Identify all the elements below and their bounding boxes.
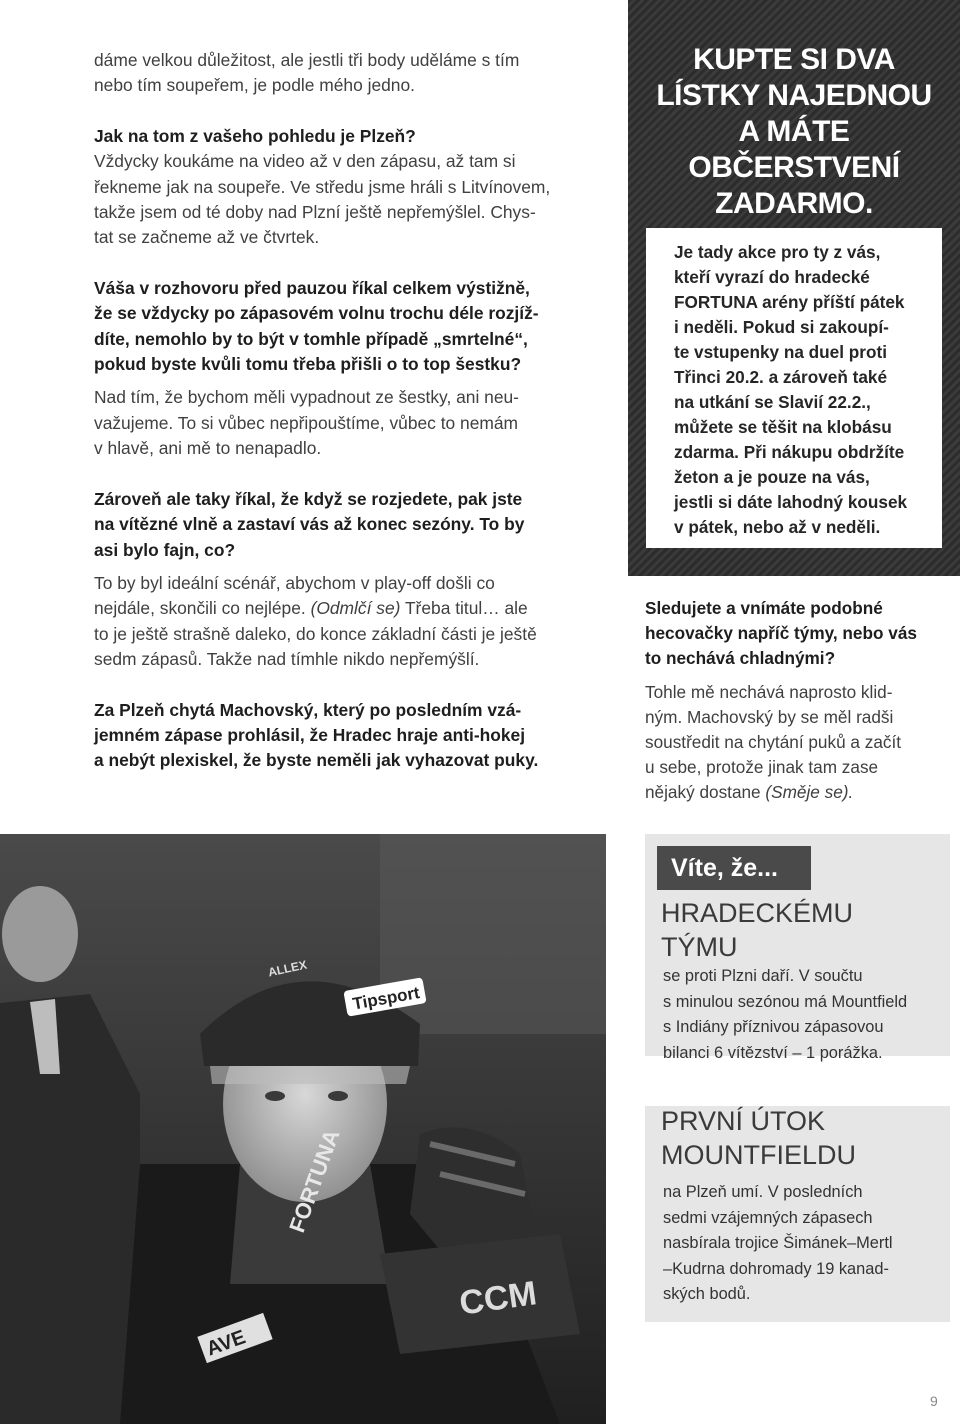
line-text: Za Plzeň chytá Machovský, který po posledním vzá- xyxy=(94,699,522,720)
line-text: soustředit na chytání puků a začít xyxy=(645,732,902,753)
fact-body-line: ských bodů. xyxy=(663,1285,751,1304)
answer-line xyxy=(94,596,604,621)
line-text: dáme velkou důležitost, ale jestli tři body uděláme s tím xyxy=(94,50,520,70)
spacer xyxy=(94,673,604,698)
fact-heading-line: TÝMU xyxy=(661,932,738,962)
answer-line xyxy=(94,436,604,461)
fact-body-line: s minulou sezónou má Mountfield xyxy=(663,992,908,1011)
stage-direction: (Směje se). xyxy=(765,782,854,803)
promo-body-line: FORTUNA arény příští pátek xyxy=(674,292,905,312)
did-you-know-panel xyxy=(645,834,950,1322)
line-text: ným. Machovský by se měl radši xyxy=(645,706,894,727)
line-text: a nebýt plexiskel, že byste neměli jak vyhazovat puky. xyxy=(94,750,539,771)
fact1-body xyxy=(663,964,933,1066)
spacer xyxy=(94,99,604,124)
line-text: Nad tím, že bychom měli vypadnout ze šestky, ani neu- xyxy=(94,387,519,408)
spacer xyxy=(94,563,604,571)
answer-line xyxy=(94,48,604,73)
answer-line xyxy=(94,411,604,436)
question-line xyxy=(645,596,945,621)
line-text: řekneme jak na soupeře. Ve středu jsme hráli s Litvínovem, xyxy=(94,176,551,197)
line-text: Vždycky koukáme na video až v den zápasu, až tam si xyxy=(94,151,516,172)
line-text: díte, nemohlo by to být v tomhle případě „smrtelné“, xyxy=(94,328,528,349)
line-text: nějaký dostane xyxy=(645,782,766,803)
promo-body-line: žeton a je pouze na vás, xyxy=(674,467,870,487)
promo-title-line: KUPTE SI DVA xyxy=(693,43,895,76)
answer-line xyxy=(94,200,604,225)
fact-body-line: s Indiány příznivou zápasovou xyxy=(663,1018,884,1037)
promo-body-line: na utkání se Slavií 22.2., xyxy=(674,392,871,412)
line-text: že se vždycky po zápasovém volnu trochu déle rozjíž- xyxy=(94,303,539,324)
line-text: nebo tím soupeřem, je podle mého jedno. xyxy=(94,75,415,96)
glove-brand-text: CCM xyxy=(457,1274,540,1323)
promo-title-line: OBČERSTVENÍ xyxy=(688,151,900,184)
line-text: Jak na tom z vašeho pohledu je Plzeň? xyxy=(94,125,416,146)
fact-heading-line: HRADECKÉMU xyxy=(661,898,854,928)
fact-body-line: bilanci 6 vítězství – 1 porážka. xyxy=(663,1043,883,1062)
fact-body-line: na Plzeň umí. V posledních xyxy=(663,1183,863,1201)
answer-line xyxy=(94,149,604,174)
did-you-know-tag: Víte, že... xyxy=(657,846,811,890)
hockey-player-photo xyxy=(0,834,606,1424)
line-text: pokud byste kvůli tomu třeba přišli o to top šestku? xyxy=(94,354,522,375)
line-text: važujeme. To si vůbec nepřipouštíme, vůbec to nemám xyxy=(94,412,519,433)
fact-heading-line: PRVNÍ ÚTOK xyxy=(661,1106,826,1136)
line-text: Váša v rozhovoru před pauzou říkal celkem výstižně, xyxy=(94,277,530,298)
question-line xyxy=(94,276,604,301)
line-text: asi bylo fajn, co? xyxy=(94,539,236,560)
answer-line xyxy=(94,571,604,596)
answer-line xyxy=(94,385,604,410)
line-text: v hlavě, ani mě to nenapadlo. xyxy=(94,438,322,459)
page-number: 9 xyxy=(930,1393,938,1409)
promo-body-line: i neděli. Pokud si zakoupí- xyxy=(674,317,889,337)
answer-line xyxy=(645,780,945,805)
line-text: tat se začneme až ve čtvrtek. xyxy=(94,227,320,248)
spacer xyxy=(94,462,604,487)
line-text: hecovačky napříč týmy, nebo vás xyxy=(645,623,917,644)
fact-body-line: nasbírala trojice Šimánek–Mertl xyxy=(663,1234,893,1253)
line-text: Tohle mě nechává naprosto klid- xyxy=(645,681,893,702)
article-column xyxy=(94,48,604,774)
line-text: takže jsem od té doby nad Plzní ještě nepřemýšlel. Chys- xyxy=(94,202,536,223)
line-text: Sledujete a vnímáte podobné xyxy=(645,598,883,618)
stage-direction: (Odmlčí se) xyxy=(310,598,401,619)
answer-line xyxy=(645,705,945,730)
right-interview-column xyxy=(645,596,945,806)
photo-illustration xyxy=(0,834,606,1424)
question-line xyxy=(94,327,604,352)
sleeve-text: AVE xyxy=(203,1326,249,1361)
fact2-heading xyxy=(661,1104,941,1172)
line-text: to nechává chladnými? xyxy=(645,648,836,669)
question-line xyxy=(645,621,945,646)
question-line xyxy=(94,748,604,773)
promo-title-line: ZADARMO. xyxy=(715,187,873,220)
answer-line xyxy=(94,73,604,98)
promo-title xyxy=(644,42,944,222)
promo-body-line: v pátek, nebo až v neděli. xyxy=(674,517,881,537)
question-line xyxy=(94,723,604,748)
fact-body-line: –Kudrna dohromady 19 kanad- xyxy=(663,1259,889,1278)
question-line xyxy=(94,487,604,512)
helmet-brand-text: Tipsport xyxy=(351,983,422,1014)
fact2-body xyxy=(663,1180,933,1308)
fact-body-line: se proti Plzni daří. V součtu xyxy=(663,967,863,985)
answer-line xyxy=(645,755,945,780)
promo-body-line: kteří vyrazí do hradecké xyxy=(674,267,870,287)
promo-text-box xyxy=(646,228,942,548)
promo-body-line: můžete se těšit na klobásu xyxy=(674,417,892,437)
promo-body-line: Třinci 20.2. a zároveň také xyxy=(674,367,888,387)
line-text: u sebe, protože jinak tam zase xyxy=(645,757,879,778)
line-text: na vítězné vlně a zastaví vás až konec sezóny. To by xyxy=(94,514,525,535)
question-line xyxy=(94,698,604,723)
jersey-text: FORTUNA xyxy=(284,1126,345,1236)
answer-line xyxy=(94,647,604,672)
question-line xyxy=(94,512,604,537)
fact1-heading xyxy=(661,896,941,964)
spacer xyxy=(645,672,945,680)
question-line xyxy=(94,301,604,326)
promo-title-line: LÍSTKY NAJEDNOU xyxy=(656,79,932,112)
line-text: nejdále, skončili co nejlépe. xyxy=(94,598,311,619)
question-line xyxy=(94,538,604,563)
answer-line xyxy=(94,622,604,647)
question-line xyxy=(94,352,604,377)
promo-body-line: zdarma. Při nákupu obdržíte xyxy=(674,442,905,462)
line-text: To by byl ideální scénář, abychom v play-off došli co xyxy=(94,572,495,593)
line-text: sedm zápasů. Takže nad tímhle nikdo nepřemýšlí. xyxy=(94,649,480,670)
promo-title-line: A MÁTE xyxy=(738,115,850,148)
helmet-side-text: ALLEX xyxy=(266,957,309,980)
spacer xyxy=(94,251,604,276)
line-text: to je ještě strašně daleko, do konce základní části je ještě xyxy=(94,623,537,644)
question-line xyxy=(94,124,604,149)
line-text: jemném zápase prohlásil, že Hradec hraje anti-hokej xyxy=(94,724,526,745)
answer-line xyxy=(645,680,945,705)
answer-line xyxy=(94,225,604,250)
promo-body-line: Je tady akce pro ty z vás, xyxy=(674,242,881,262)
line-text: Zároveň ale taky říkal, že když se rozjedete, pak jste xyxy=(94,488,523,509)
spacer xyxy=(94,377,604,385)
fact-heading-line: MOUNTFIELDU xyxy=(661,1140,856,1170)
promo-body-line: jestli si dáte lahodný kousek xyxy=(674,492,908,512)
fact-body-line: sedmi vzájemných zápasech xyxy=(663,1208,873,1227)
promo-body-line: te vstupenky na duel proti xyxy=(674,342,887,362)
answer-line xyxy=(94,175,604,200)
promo-panel xyxy=(628,0,960,576)
question-line xyxy=(645,646,945,671)
line-text: Třeba titul… ale xyxy=(400,598,528,619)
answer-line xyxy=(645,730,945,755)
